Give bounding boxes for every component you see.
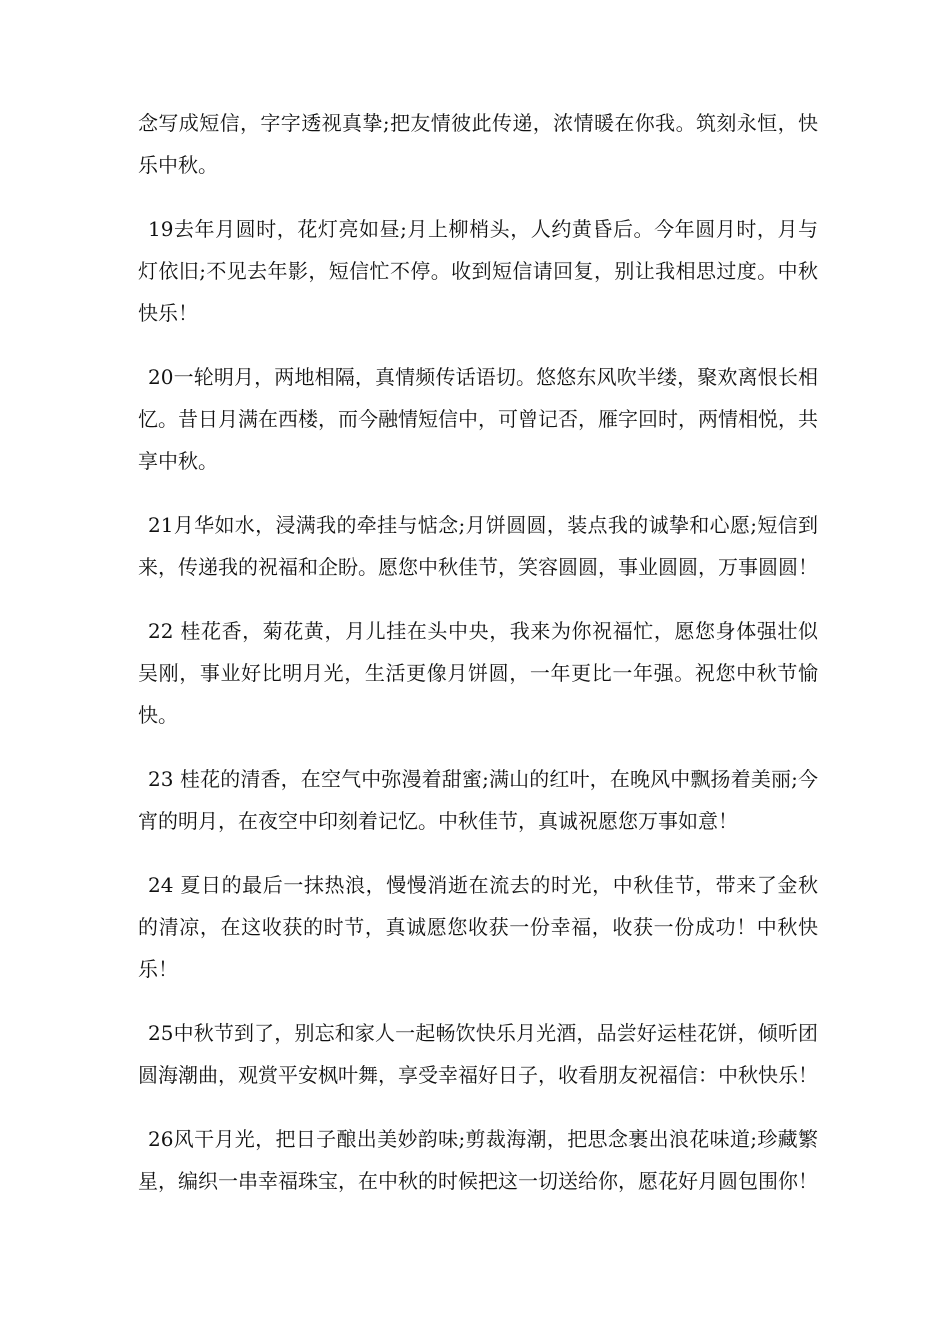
paragraph-24: 24 夏日的最后一抹热浪，慢慢消逝在流去的时光，中秋佳节，带来了金秋的清凉，在这收获的时节，真诚愿您收获一份幸福，收获一份成功！中秋快乐！	[138, 873, 818, 981]
paragraph-21: 21月华如水，浸满我的牵挂与惦念;月饼圆圆，装点我的诚挚和心愿;短信到来，传递我的祝福和企盼。愿您中秋佳节，笑容圆圆，事业圆圆，万事圆圆！	[138, 513, 818, 579]
paragraph-continuation: 念写成短信，字字透视真挚;把友情彼此传递，浓情暖在你我。筑刻永恒，快乐中秋。	[138, 111, 818, 177]
paragraph-19: 19去年月圆时，花灯亮如昼;月上柳梢头，人约黄昏后。今年圆月时，月与灯依旧;不见去年影，短信忙不停。收到短信请回复，别让我相思过度。中秋快乐！	[138, 217, 818, 325]
document-body	[138, 102, 818, 1224]
paragraph-22: 22 桂花香，菊花黄，月儿挂在头中央，我来为你祝福忙，愿您身体强壮似吴刚，事业好比明月光，生活更像月饼圆，一年更比一年强。祝您中秋节愉快。	[138, 619, 818, 727]
paragraph-26: 26风干月光，把日子酿出美妙韵味;剪裁海潮，把思念裹出浪花味道;珍藏繁星，编织一串幸福珠宝，在中秋的时候把这一切送给你，愿花好月圆包围你！	[138, 1127, 818, 1193]
paragraph-23: 23 桂花的清香，在空气中弥漫着甜蜜;满山的红叶，在晚风中飘扬着美丽;今宵的明月，在夜空中印刻着记忆。中秋佳节，真诚祝愿您万事如意！	[138, 767, 818, 833]
paragraph-25: 25中秋节到了，别忘和家人一起畅饮快乐月光酒，品尝好运桂花饼，倾听团圆海潮曲，观赏平安枫叶舞，享受幸福好日子，收看朋友祝福信：中秋快乐！	[138, 1021, 818, 1087]
paragraph-20: 20一轮明月，两地相隔，真情频传话语切。悠悠东风吹半缕，聚欢离恨长相忆。昔日月满在西楼，而今融情短信中，可曾记否，雁字回时，两情相悦，共享中秋。	[138, 365, 818, 473]
